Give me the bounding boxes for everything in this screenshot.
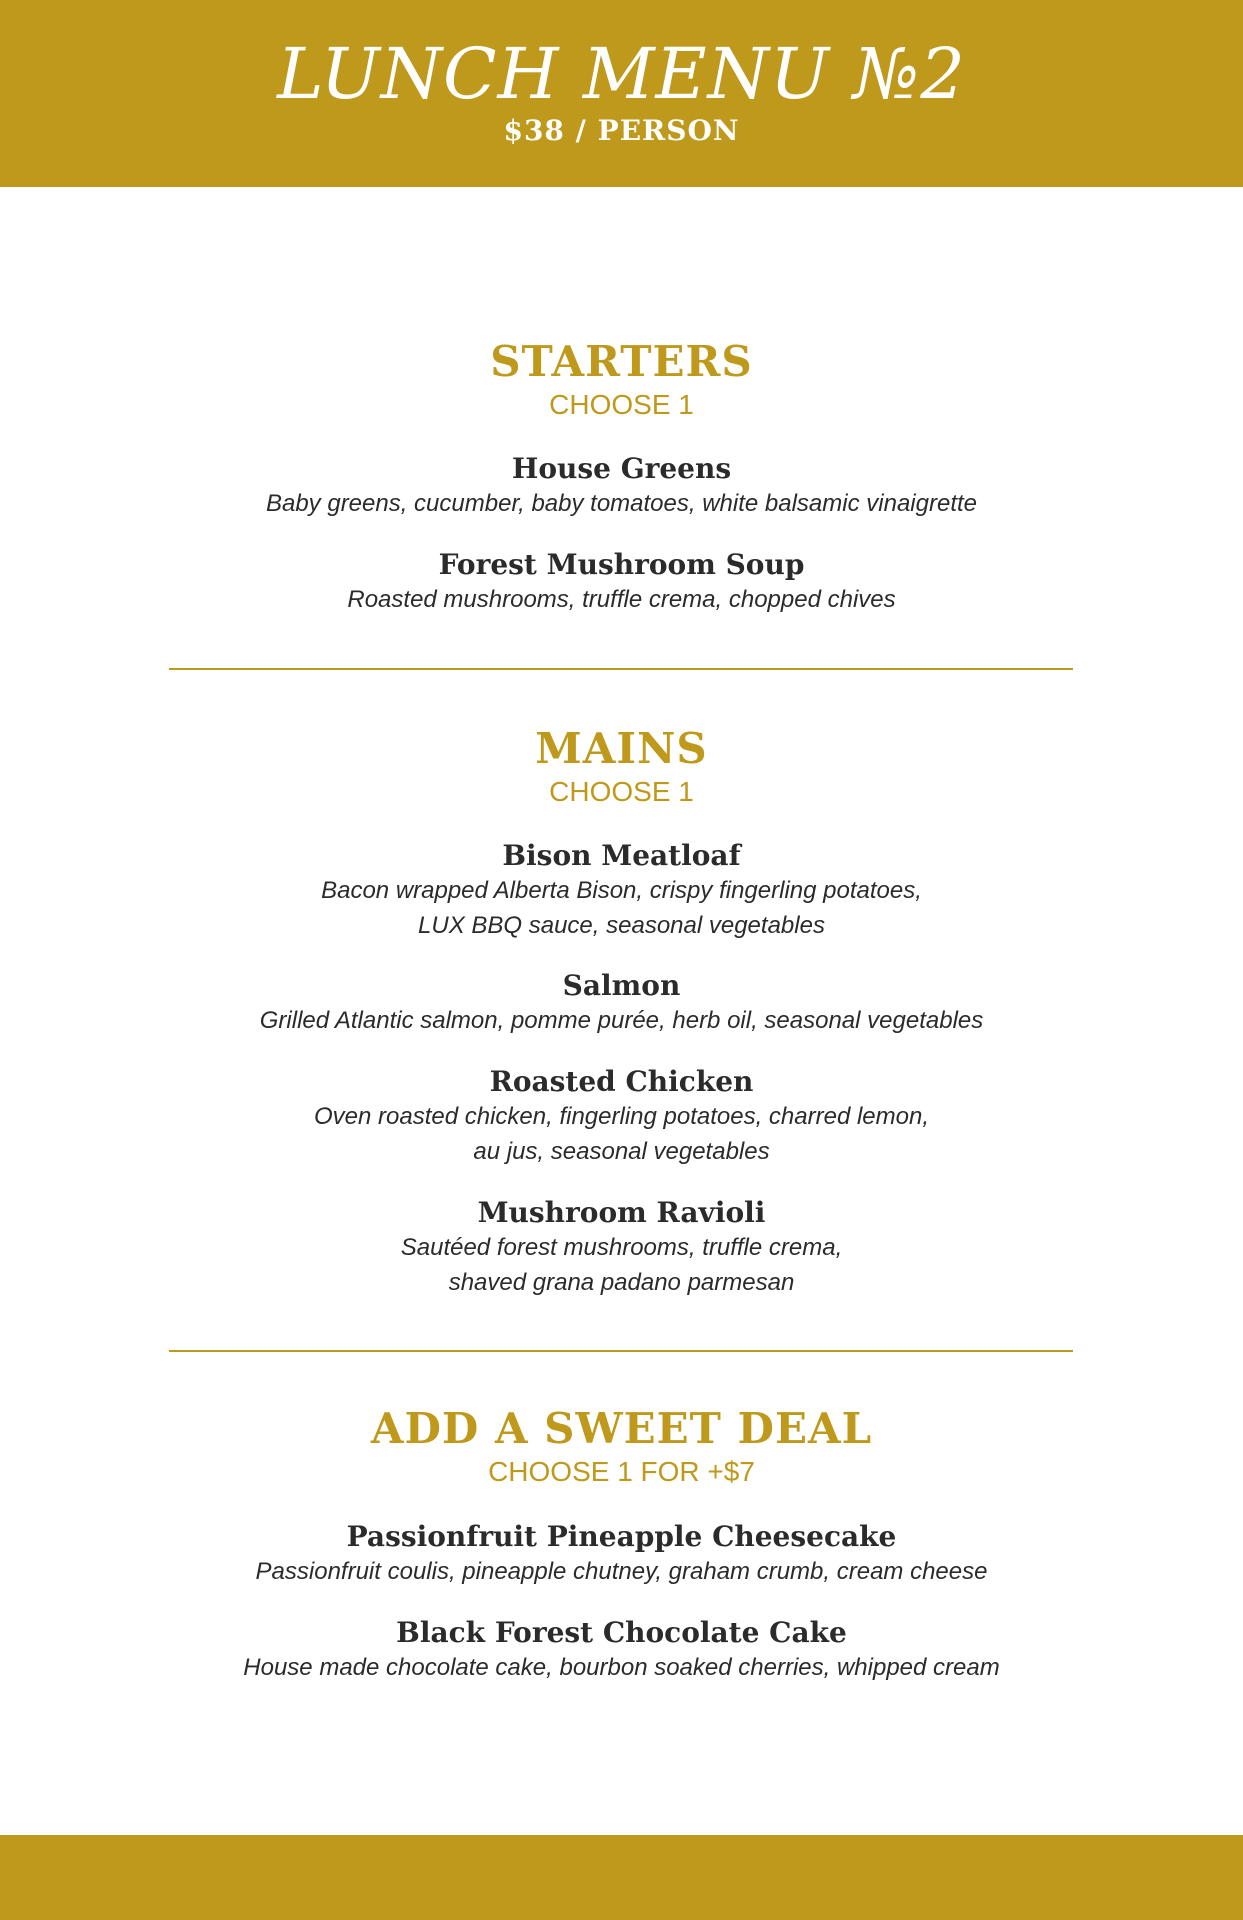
dish-name: House Greens — [511, 452, 732, 485]
dish-description: Oven roasted chicken, fingerling potatoes, charred lemon, — [313, 1103, 929, 1130]
dish-description: Bacon wrapped Alberta Bison, crispy fingerling potatoes, — [321, 877, 922, 904]
menu-item — [0, 548, 1243, 617]
dish-name: Roasted Chicken — [489, 1065, 754, 1098]
mains-section — [0, 725, 1243, 809]
menu-item — [0, 1616, 1243, 1685]
menu-item — [0, 1065, 1243, 1169]
section-title: STARTERS — [490, 337, 753, 386]
dish-description: au jus, seasonal vegetables — [473, 1138, 770, 1165]
section-title: ADD A SWEET DEAL — [370, 1404, 873, 1453]
dish-description: LUX BBQ sauce, seasonal vegetables — [418, 912, 825, 939]
section-subtitle: CHOOSE 1 FOR +$7 — [488, 1456, 755, 1487]
dish-name: Salmon — [562, 969, 681, 1002]
menu-price: $38 / PERSON — [503, 114, 740, 147]
menu-item — [0, 839, 1243, 943]
menu-item — [0, 1196, 1243, 1300]
starters-section — [0, 338, 1243, 422]
dish-description: Passionfruit coulis, pineapple chutney, graham crumb, cream cheese — [255, 1558, 988, 1585]
section-subtitle: CHOOSE 1 — [549, 389, 694, 420]
dish-name: Bison Meatloaf — [502, 839, 741, 872]
section-divider — [169, 1350, 1073, 1352]
section-subtitle: CHOOSE 1 — [549, 776, 694, 807]
dish-name: Mushroom Ravioli — [477, 1196, 766, 1229]
dish-name: Black Forest Chocolate Cake — [396, 1616, 847, 1649]
menu-title: LUNCH MENU №2 — [277, 33, 966, 115]
dish-description: shaved grana padano parmesan — [448, 1269, 795, 1296]
section-title: MAINS — [535, 724, 708, 773]
footer-band — [0, 1835, 1243, 1920]
dish-description: House made chocolate cake, bourbon soaked cherries, whipped cream — [243, 1654, 1000, 1681]
dish-description: Sautéed forest mushrooms, truffle crema, — [400, 1234, 843, 1261]
header-band — [0, 0, 1243, 187]
menu-item — [0, 452, 1243, 521]
dish-description: Grilled Atlantic salmon, pomme purée, herb oil, seasonal vegetables — [259, 1007, 984, 1034]
menu-item — [0, 1520, 1243, 1589]
dish-name: Passionfruit Pineapple Cheesecake — [346, 1520, 897, 1553]
dish-name: Forest Mushroom Soup — [438, 548, 805, 581]
sweet-section — [0, 1405, 1243, 1489]
dish-description: Roasted mushrooms, truffle crema, chopped chives — [347, 586, 896, 613]
dish-description: Baby greens, cucumber, baby tomatoes, white balsamic vinaigrette — [265, 490, 978, 517]
section-divider — [169, 668, 1073, 670]
menu-item — [0, 969, 1243, 1038]
